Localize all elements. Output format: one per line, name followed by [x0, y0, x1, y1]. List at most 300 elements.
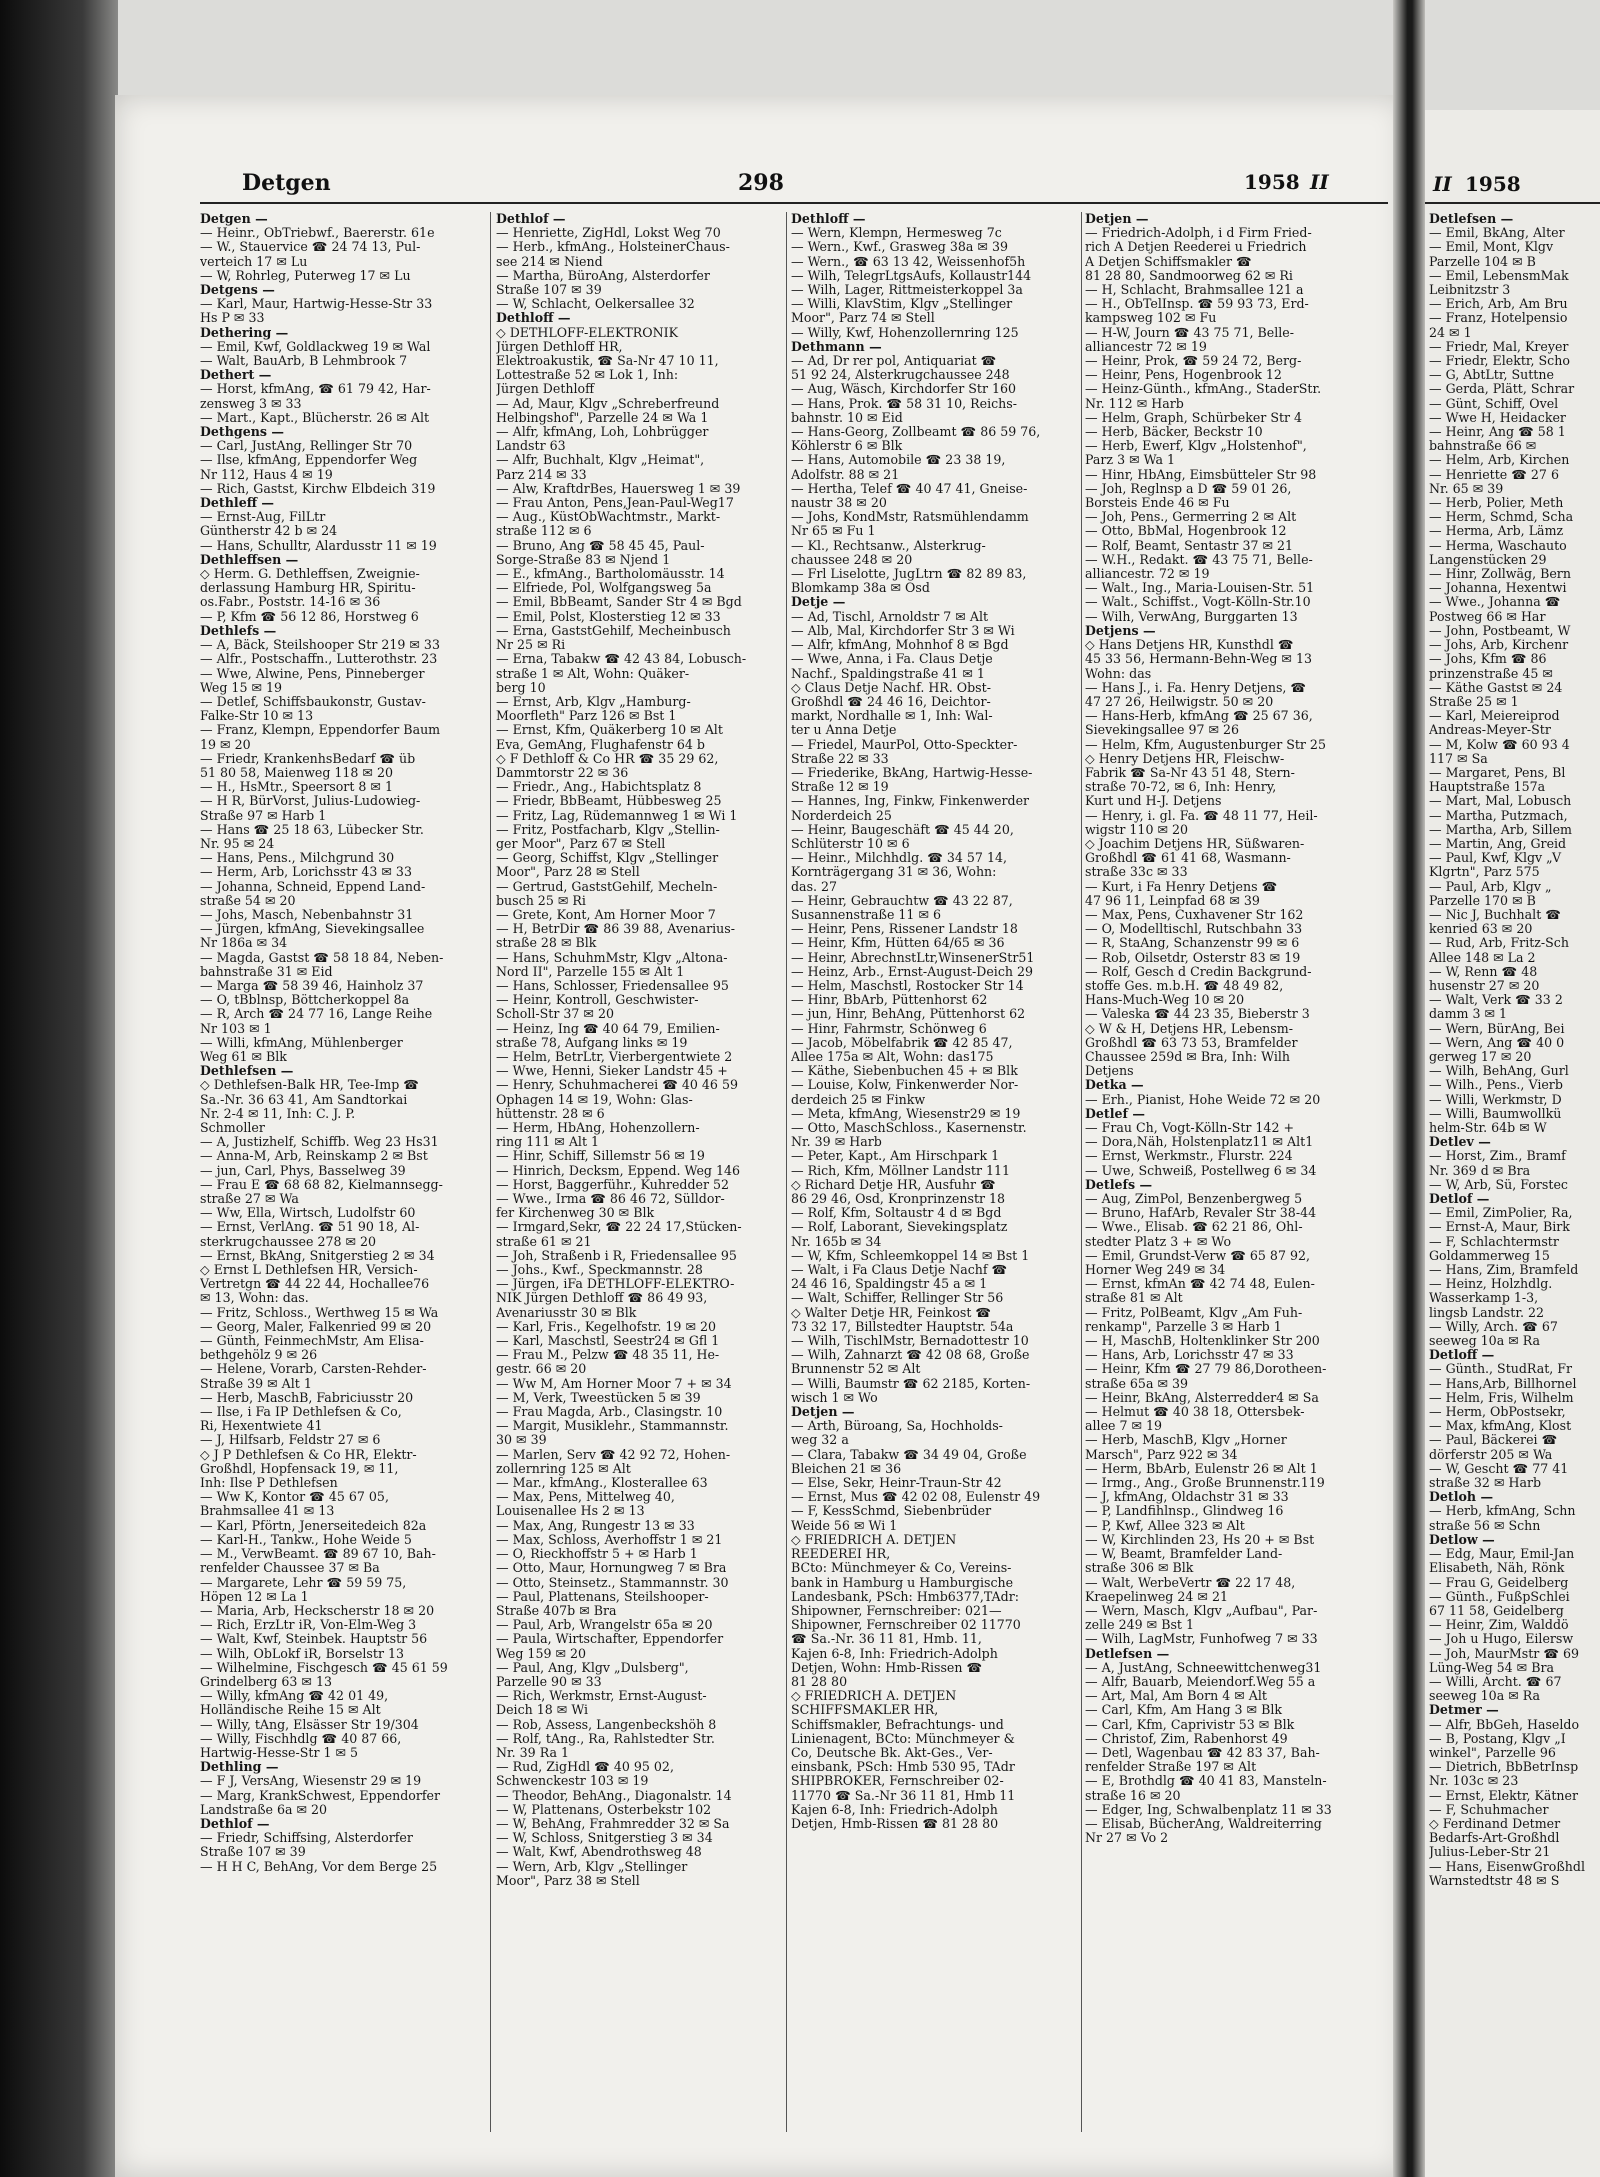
directory-entry: 47 27 26, Heilwigstr. 50 ✉ 20: [1085, 694, 1274, 709]
directory-entry: 81 28 80, Sandmoorweg 62 ✉ Ri: [1085, 268, 1293, 283]
directory-entry: — Max, Schloss, Averhoffstr 1 ✉ 21: [496, 1532, 723, 1547]
directory-entry: — M., VerwBeamt. ☎ 89 67 10, Bah-: [200, 1547, 436, 1562]
directory-entry: REEDEREI HR,: [791, 1547, 891, 1562]
directory-entry: ring 111 ✉ Alt 1: [496, 1135, 600, 1150]
directory-entry: — Detl, Wagenbau ☎ 42 83 37, Bah-: [1085, 1745, 1320, 1760]
directory-entry: — Walt, Verk ☎ 33 2: [1429, 993, 1563, 1008]
directory-entry: BCto: Münchmeyer & Co, Vereins-: [791, 1561, 1012, 1576]
surname-heading: Detjens —: [1085, 623, 1156, 638]
directory-entry: — J, kfmAng, Oldachstr 31 ✉ 33: [1085, 1490, 1289, 1505]
directory-entry: Nr 112, Haus 4 ✉ 19: [200, 467, 333, 482]
directory-entry: — H, Schlacht, Brahmsallee 121 a: [1085, 283, 1304, 298]
directory-entry: Weg 61 ✉ Blk: [200, 1049, 287, 1064]
directory-entry: — Otto, Maur, Hornungweg 7 ✉ Bra: [496, 1561, 727, 1576]
directory-entry: — Ad, Dr rer pol, Antiquariat ☎: [791, 354, 997, 369]
directory-entry: Wohn: das: [1085, 666, 1152, 681]
directory-entry: Nr 65 ✉ Fu 1: [791, 524, 876, 539]
directory-entry: Großhdl ☎ 24 46 16, Deichtor-: [791, 694, 991, 709]
directory-entry: — Alfr, kfmAng, Mohnhof 8 ✉ Bgd: [791, 638, 1009, 653]
directory-entry: — Gertrud, GaststGehilf, Mecheln-: [496, 879, 718, 894]
directory-entry: — Anna-M, Arb, Reinskamp 2 ✉ Bst: [200, 1149, 428, 1164]
directory-entry: — F J, VersAng, Wiesenstr 29 ✉ 19: [200, 1774, 422, 1789]
directory-entry: — Detlef, Schiffsbaukonstr, Gustav-: [200, 694, 426, 709]
directory-entry: — Alb, Mal, Kirchdorfer Str 3 ✉ Wi: [791, 623, 1015, 638]
directory-entry: ◇ Richard Detje HR, Ausfuhr ☎: [791, 1177, 996, 1192]
directory-entry: Hs P ✉ 33: [200, 311, 265, 326]
directory-entry: — Wilh, LagMstr, Funhofweg 7 ✉ 33: [1085, 1632, 1318, 1647]
directory-entry: — Uwe, Schweiß, Postellweg 6 ✉ 34: [1085, 1163, 1317, 1178]
directory-entry: Landesbank, PSch: Hmb6377,TAdr:: [791, 1589, 1019, 1604]
directory-entry: — Friedr, KrankenhsBedarf ☎ üb: [200, 751, 416, 766]
directory-entry: — Martha, BüroAng, Alsterdorfer: [496, 268, 710, 283]
directory-entry: — Heinr, Prok, ☎ 59 24 72, Berg-: [1085, 354, 1302, 369]
directory-entry: — Louise, Kolw, Finkenwerder Nor-: [791, 1078, 1019, 1093]
directory-entry: — Heinr, Ang ☎ 58 1: [1429, 425, 1566, 440]
surname-heading: Dethleffsen —: [200, 552, 299, 567]
directory-entry: — Erna, Tabakw ☎ 42 43 84, Lobusch-: [496, 652, 747, 667]
directory-entry: — Willi, kfmAng, Mühlenberger: [200, 1035, 403, 1050]
directory-entry: einsbank, PSch: Hmb 530 95, TAdr: [791, 1760, 1015, 1775]
directory-entry: derlassung Hamburg HR, Spiritu-: [200, 581, 416, 596]
directory-entry: — Käthe Gastst ✉ 24: [1429, 680, 1563, 695]
directory-entry: renkamp", Parzelle 3 ✉ Harb 1: [1085, 1319, 1282, 1334]
directory-entry: — Ernst, Mus ☎ 42 02 08, Eulenstr 49: [791, 1490, 1041, 1505]
directory-entry: — Ernst, Arb, Klgv „Hamburg-: [496, 694, 691, 709]
directory-entry: Güntherstr 42 b ✉ 24: [200, 524, 338, 539]
directory-entry: — Peter, Kapt., Am Hirschpark 1: [791, 1149, 1000, 1164]
directory-entry: ◇ Hans Detjens HR, Kunsthdl ☎: [1085, 638, 1294, 653]
directory-entry: Detjen, Hmb-Rissen ☎ 81 28 80: [791, 1816, 999, 1831]
directory-entry: — Jacob, Möbelfabrik ☎ 42 85 47,: [791, 1035, 1013, 1050]
directory-entry: — Arth, Büroang, Sa, Hochholds-: [791, 1419, 1003, 1434]
directory-entry: — Walt, Kwf, Abendrothsweg 48: [496, 1845, 702, 1860]
directory-entry: — Heinr., Milchhdlg. ☎ 34 57 14,: [791, 851, 1007, 866]
directory-entry: 81 28 80: [791, 1674, 848, 1689]
directory-entry: — Joh, MaurMstr ☎ 69: [1429, 1646, 1580, 1661]
directory-entry: — Margaret, Pens, Bl: [1429, 765, 1566, 780]
directory-entry: — Wwe., Johanna ☎: [1429, 595, 1561, 610]
directory-entry: — Valeska ☎ 44 23 35, Bieberstr 3: [1085, 1007, 1310, 1022]
directory-entry: husenstr 27 ✉ 20: [1429, 978, 1540, 993]
directory-entry: — Helene, Vorarb, Carsten-Rehder-: [200, 1362, 427, 1377]
directory-entry: — Rich, Gastst, Kirchw Elbdeich 319: [200, 481, 436, 496]
surname-heading: Dethlof —: [496, 212, 566, 226]
directory-entry: — Margarete, Lehr ☎ 59 59 75,: [200, 1575, 407, 1590]
directory-entry: — R, Arch ☎ 24 77 16, Lange Reihe: [200, 1007, 433, 1022]
directory-entry: ter u Anna Detje: [791, 723, 897, 738]
directory-entry: — Karl, Pförtn, Jenerseitedeich 82a: [200, 1518, 427, 1533]
directory-entry: zelle 249 ✉ Bst 1: [1085, 1618, 1194, 1633]
directory-entry: renfelder Straße 197 ✉ Alt: [1085, 1760, 1257, 1775]
directory-entry: berg 10: [496, 680, 546, 695]
directory-entry: — Hans, Zim, Bramfeld: [1429, 1263, 1579, 1278]
directory-entry: — Rolf, tAng., Ra, Rahlstedter Str.: [496, 1731, 715, 1746]
directory-entry: — Helm, BetrLtr, Vierbergentwiete 2: [496, 1049, 733, 1064]
directory-entry: — Erich, Arb, Am Bru: [1429, 297, 1568, 312]
surname-heading: Detmer —: [1429, 1703, 1499, 1718]
directory-entry: — Frl Liselotte, JugLtrn ☎ 82 89 83,: [791, 567, 1027, 582]
directory-entry: busch 25 ✉ Ri: [496, 893, 586, 908]
directory-entry: Bleichen 21 ✉ 36: [791, 1461, 902, 1476]
surname-heading: Dethlof —: [200, 1816, 270, 1831]
directory-entry: — Meta, kfmAng, Wiesenstr29 ✉ 19: [791, 1106, 1021, 1121]
surname-heading: Dethert —: [200, 368, 272, 383]
directory-entry: — Max, Ang, Rungestr 13 ✉ 33: [496, 1518, 695, 1533]
directory-entry: — Helmut ☎ 40 38 18, Ottersbek-: [1085, 1405, 1305, 1420]
directory-entry: — Rolf, Laborant, Sievekingsplatz: [791, 1220, 1008, 1235]
directory-entry: Weg 15 ✉ 19: [200, 680, 283, 695]
directory-entry: ◇ FRIEDRICH A. DETJEN: [791, 1689, 957, 1704]
directory-entry: — Friedr, BbBeamt, Hübbesweg 25: [496, 794, 722, 809]
directory-entry: — Rich, ErzLtr iR, Von-Elm-Weg 3: [200, 1618, 417, 1633]
directory-entry: Straße 22 ✉ 33: [791, 751, 889, 766]
directory-entry: — Joh u Hugo, Eilersw: [1429, 1632, 1574, 1647]
directory-entry: SHIPBROKER, Fernschreiber 02-: [791, 1774, 1004, 1789]
directory-entry: straße 16 ✉ 20: [1085, 1788, 1181, 1803]
directory-entry: Klgrtn", Parz 575: [1429, 865, 1540, 880]
running-head-name: Detgen: [242, 170, 331, 196]
directory-entry: chaussee 248 ✉ 20: [791, 552, 913, 567]
directory-entry: straße 27 ✉ Wa: [200, 1192, 299, 1207]
directory-entry: Nr. 95 ✉ 24: [200, 836, 275, 851]
directory-entry: — jun, Carl, Phys, Basselweg 39: [200, 1163, 406, 1178]
directory-entry: Dammtorstr 22 ✉ 36: [496, 765, 629, 780]
directory-entry: — Wern, Klempn, Hermesweg 7c: [791, 226, 1002, 241]
directory-entry: — Herm, ObPostsekr,: [1429, 1405, 1566, 1420]
directory-entry: — John, Postbeamt, W: [1429, 623, 1571, 638]
directory-entry: — Gerda, Plätt, Schrar: [1429, 382, 1575, 397]
directory-entry: ◇ FRIEDRICH A. DETJEN: [791, 1532, 957, 1547]
directory-entry: markt, Nordhalle ✉ 1, Inh: Wal-: [791, 709, 993, 724]
directory-entry: — Heinr, BkAng, Alsterredder4 ✉ Sa: [1085, 1390, 1319, 1405]
directory-entry: Weg 159 ✉ 20: [496, 1646, 587, 1661]
directory-entry: — Karl-H., Tankw., Hohe Weide 5: [200, 1532, 412, 1547]
directory-entry: — Wwe, Henni, Sieker Landstr 45 +: [496, 1064, 728, 1079]
directory-entry: — Hans, EisenwGroßhdl: [1429, 1859, 1585, 1874]
directory-entry: — Friedr., Ang., Habichtsplatz 8: [496, 780, 702, 795]
surname-heading: Dethling —: [200, 1760, 279, 1775]
directory-entry: ◇ Joachim Detjens HR, Süßwaren-: [1085, 836, 1305, 851]
directory-entry: — Bruno, Ang ☎ 58 45 45, Paul-: [496, 538, 705, 553]
directory-entry: — Irmg., Ang., Große Brunnenstr.119: [1085, 1476, 1325, 1491]
directory-entry: Brunnenstr 52 ✉ Alt: [791, 1362, 921, 1377]
directory-entry: — Alw, KraftdrBes, Hauersweg 1 ✉ 39: [496, 481, 741, 496]
directory-entry: — Friedel, MaurPol, Otto-Speckter-: [791, 737, 1018, 752]
directory-entry: — Hans, Pens., Milchgrund 30: [200, 851, 395, 866]
directory-entry: 67 11 58, Geidelberg: [1429, 1603, 1564, 1618]
directory-entry: see 214 ✉ Niend: [496, 254, 603, 269]
directory-entry: allee 7 ✉ 19: [1085, 1419, 1163, 1434]
directory-entry: — Carl, Kfm, Caprivistr 53 ✉ Blk: [1085, 1717, 1295, 1732]
directory-entry: Weide 56 ✉ Wi 1: [791, 1518, 898, 1533]
directory-entry: rich A Detjen Reederei u Friedrich: [1085, 240, 1307, 255]
next-page-column: [1429, 212, 1599, 2112]
directory-entry: 30 ✉ 39: [496, 1433, 547, 1448]
directory-entry: — Johs, KondMstr, Ratsmühlendamm: [791, 510, 1029, 525]
directory-entry: Schwenckestr 103 ✉ 19: [496, 1774, 649, 1789]
directory-entry: — Helm, Graph, Schürbeker Str 4: [1085, 410, 1303, 425]
directory-entry: verteich 17 ✉ Lu: [200, 254, 308, 269]
directory-entry: bank in Hamburg u Hamburgische: [791, 1575, 1014, 1590]
column-divider: [490, 212, 491, 2132]
directory-entry: Langenstücken 29: [1429, 552, 1547, 567]
directory-entry: — W.H., Redakt. ☎ 43 75 71, Belle-: [1085, 552, 1313, 567]
directory-entry: — A, Justizhelf, Schiffb. Weg 23 Hs31: [200, 1135, 439, 1150]
directory-entry: — Fritz, PolBeamt, Klgv „Am Fuh-: [1085, 1305, 1303, 1320]
directory-entry: — Rob, Assess, Langenbeckshöh 8: [496, 1717, 717, 1732]
directory-entry: — Martha, Putzmach,: [1429, 808, 1568, 823]
directory-entry: — Elisab, BücherAng, Waldreiterring: [1085, 1816, 1322, 1831]
directory-entry: — Heinr, Kfm ☎ 27 79 86,Dorotheen-: [1085, 1362, 1327, 1377]
directory-entry: Straße 12 ✉ 19: [791, 780, 889, 795]
directory-entry: — Walt., Ing., Maria-Louisen-Str. 51: [1085, 581, 1315, 596]
directory-entry: — R, StaAng, Schanzenstr 99 ✉ 6: [1085, 936, 1300, 951]
directory-entry: — Wilh, TelegrLtgsAufs, Kollaustr144: [791, 268, 1032, 283]
directory-entry: — Willy, tAng, Elsässer Str 19/304: [200, 1717, 419, 1732]
directory-entry: — Ernst, BkAng, Snitgerstieg 2 ✉ 34: [200, 1248, 435, 1263]
directory-entry: — B, Postang, Klgv „I: [1429, 1731, 1566, 1746]
directory-entry: — Hans, Schlosser, Friedensallee 95: [496, 978, 729, 993]
directory-entry: — Friedr, Mal, Kreyer: [1429, 339, 1569, 354]
directory-entry: Köhlerstr 6 ✉ Blk: [791, 439, 903, 454]
directory-entry: straße 70-72, ✉ 6, Inh: Henry,: [1085, 780, 1277, 795]
directory-entry: Horner Weg 249 ✉ 34: [1085, 1263, 1226, 1278]
directory-entry: dörferstr 205 ✉ Wa: [1429, 1447, 1553, 1462]
directory-entry: — Hans ☎ 25 18 63, Lübecker Str.: [200, 822, 424, 837]
directory-entry: — Joh, Pens., Germerring 2 ✉ Alt: [1085, 510, 1297, 525]
directory-entry: — Ww, Ella, Wirtsch, Ludolfstr 60: [200, 1206, 416, 1221]
directory-entry: das. 27: [791, 879, 838, 894]
directory-entry: Blomkamp 38a ✉ Osd: [791, 581, 930, 596]
directory-entry: kampsweg 102 ✉ Fu: [1085, 311, 1217, 326]
directory-entry: — Alfr, kfmAng, Loh, Lohbrügger: [496, 425, 709, 440]
directory-entry: — Edg, Maur, Emil-Jan: [1429, 1547, 1575, 1562]
directory-entry: — Franz, Klempn, Eppendorfer Baum: [200, 723, 441, 738]
directory-entry: — Hans, Prok. ☎ 58 31 10, Reichs-: [791, 396, 1018, 411]
directory-entry: — Jürgen, iFa DETHLOFF-ELEKTRO-: [496, 1277, 735, 1292]
directory-entry: Höpen 12 ✉ La 1: [200, 1589, 309, 1604]
directory-entry: — Martin, Ang, Greid: [1429, 836, 1567, 851]
directory-entry: — Otto, MaschSchloss., Kasernenstr.: [791, 1121, 1027, 1135]
directory-entry: — Christof, Zim, Rabenhorst 49: [1085, 1731, 1288, 1746]
directory-entry: Wasserkamp 1-3,: [1429, 1291, 1539, 1306]
directory-entry: — Alfr, Bauarb, Meiendorf.Weg 55 a: [1085, 1674, 1316, 1689]
directory-entry: Brahmsallee 41 ✉ 13: [200, 1504, 335, 1519]
directory-entry: Louisenallee Hs 2 ✉ 13: [496, 1504, 645, 1519]
directory-entry: — Heinz, Holzhdlg.: [1429, 1277, 1553, 1292]
directory-entry: Parzelle 90 ✉ 33: [496, 1674, 602, 1689]
binding-shadow: [0, 0, 118, 2177]
directory-entry: — Helm, Fris, Wilhelm: [1429, 1390, 1574, 1405]
directory-entry: Norderdeich 25: [791, 808, 892, 823]
directory-entry: Goldammerweg 15: [1429, 1248, 1550, 1263]
directory-entry: — Heinr, Kontroll, Geschwister-: [496, 993, 699, 1008]
directory-entry: — Wilh, ObLokf iR, Borselstr 13: [200, 1646, 405, 1661]
directory-entry: — Frau E ☎ 68 68 82, Kielmannsegg-: [200, 1177, 443, 1192]
directory-entry: — Walt, Schiffer, Rellinger Str 56: [791, 1291, 1004, 1306]
directory-entry: — Willi, Baumstr ☎ 62 2185, Korten-: [791, 1376, 1031, 1391]
book-gutter: [1393, 0, 1425, 2177]
directory-entry: — Herm, BbArb, Eulenstr 26 ✉ Alt 1: [1085, 1461, 1318, 1476]
directory-entry: — Wilh., Pens., Vierb: [1429, 1078, 1563, 1093]
directory-entry: gerweg 17 ✉ 20: [1429, 1049, 1532, 1064]
directory-entry: Nr. 165b ✉ 34: [791, 1234, 882, 1249]
directory-entry: Landstr 63: [496, 439, 566, 454]
directory-entry: bahnstraße 66 ✉: [1429, 439, 1537, 454]
directory-entry: — E, Brothdlg ☎ 40 41 83, Mansteln-: [1085, 1774, 1327, 1789]
directory-entry: Julius-Leber-Str 21: [1429, 1845, 1551, 1860]
directory-entry: — P, Kwf, Allee 323 ✉ Alt: [1085, 1518, 1245, 1533]
directory-entry: straße 1 ✉ Alt, Wohn: Quäker-: [496, 666, 690, 681]
directory-entry: — Heinz, Arb., Ernst-August-Deich 29: [791, 964, 1034, 979]
directory-entry: Straße 97 ✉ Harb 1: [200, 808, 327, 823]
directory-entry: Ri, Hexentwiete 41: [200, 1419, 323, 1434]
directory-entry: ◇ W & H, Detjens HR, Lebensm-: [1085, 1021, 1293, 1036]
directory-entry: Nr. 39 ✉ Harb: [791, 1135, 882, 1150]
surname-heading: Detgens —: [200, 283, 275, 298]
directory-entry: — M, Kolw ☎ 60 93 4: [1429, 737, 1570, 752]
directory-entry: — Clara, Tabakw ☎ 34 49 04, Große: [791, 1447, 1027, 1462]
next-page-roman: II: [1433, 172, 1452, 196]
directory-entry: — F, Schlachtermstr: [1429, 1234, 1559, 1249]
directory-entry: — Carl, JustAng, Rellinger Str 70: [200, 439, 413, 454]
directory-entry: weg 32 a: [791, 1433, 849, 1448]
directory-entry: ✉ 13, Wohn: das.: [200, 1291, 309, 1306]
directory-entry: — Herb., kfmAng., HolsteinerChaus-: [496, 240, 730, 255]
directory-entry: — Wern, Ang ☎ 40 0: [1429, 1035, 1565, 1050]
directory-entry: — Emil, Kwf, Goldlackweg 19 ✉ Wal: [200, 339, 431, 354]
directory-entry: ◇ Dethlefsen-Balk HR, Tee-Imp ☎: [200, 1078, 419, 1093]
directory-entry: Postweg 66 ✉ Har: [1429, 609, 1546, 624]
directory-entry: ◇ DETHLOFF-ELEKTRONIK: [496, 325, 678, 340]
directory-entry: — Ernst, Kfm, Quäkerberg 10 ✉ Alt: [496, 723, 723, 738]
directory-entry: — Emil, Grundst-Verw ☎ 65 87 92,: [1085, 1248, 1310, 1263]
directory-entry: — jun, Hinr, BehAng, Püttenhorst 62: [791, 1007, 1026, 1022]
directory-entry: straße 306 ✉ Blk: [1085, 1561, 1194, 1576]
directory-entry: Sa.-Nr. 36 63 41, Am Sandtorkai: [200, 1092, 408, 1107]
directory-entry: stoffe Ges. m.b.H. ☎ 48 49 82,: [1085, 978, 1284, 993]
directory-entry: — Otto, BbMal, Hogenbrook 12: [1085, 524, 1287, 539]
directory-entry: — Heinz-Günth., kfmAng., StaderStr.: [1085, 382, 1322, 397]
directory-entry: — H-W, Journ ☎ 43 75 71, Belle-: [1085, 325, 1295, 340]
directory-entry: Jürgen Dethloff HR,: [496, 339, 623, 354]
directory-entry: — Horst, Baggerführ., Kuhredder 52: [496, 1177, 730, 1192]
directory-entry: — H, MaschB, Holtenklinker Str 200: [1085, 1334, 1320, 1349]
directory-entry: — Wilh, Lager, Rittmeisterkoppel 3a: [791, 283, 1023, 298]
directory-entry: — W, Renn ☎ 48: [1429, 964, 1538, 979]
directory-entry: — Herb, Bäcker, Beckstr 10: [1085, 425, 1263, 440]
directory-entry: — Hans, SchuhmMstr, Klgv „Altona-: [496, 950, 728, 965]
directory-entry: — Hannes, Ing, Finkw, Finkenwerder: [791, 794, 1030, 809]
directory-entry: — Horst, Zim., Bramf: [1429, 1149, 1566, 1164]
directory-entry: Kornträgergang 31 ✉ 36, Wohn:: [791, 865, 997, 880]
directory-entry: kenried 63 ✉ 20: [1429, 922, 1533, 937]
surname-heading: Detlev —: [1429, 1135, 1491, 1150]
directory-entry: — Willi, Archt. ☎ 67: [1429, 1674, 1562, 1689]
directory-entry: — Rob, Oilsetdr, Osterstr 83 ✉ 19: [1085, 950, 1301, 965]
surname-heading: Detlef —: [1085, 1106, 1145, 1121]
column-divider: [1081, 212, 1082, 2132]
directory-entry: — Wilh, TischlMstr, Bernadottestr 10: [791, 1334, 1029, 1349]
directory-entry: straße 54 ✉ 20: [200, 893, 296, 908]
directory-entry: — Günt, Schiff, Ovel: [1429, 396, 1559, 411]
directory-entry: Adolfstr. 88 ✉ 21: [791, 467, 900, 482]
directory-entry: Straße 25 ✉ 1: [1429, 694, 1519, 709]
directory-entry: — Mart., Kapt., Blücherstr. 26 ✉ Alt: [200, 410, 430, 425]
surname-heading: Detloh —: [1429, 1490, 1494, 1505]
directory-entry: 47 96 11, Leinpfad 68 ✉ 39: [1085, 893, 1260, 908]
column-4: [1085, 212, 1388, 2132]
directory-entry: — Heinr, Baugeschäft ☎ 45 44 20,: [791, 822, 1014, 837]
directory-entry: — Rich, Werkmstr, Ernst-August-: [496, 1689, 707, 1704]
directory-entry: — Wern., Kwf., Grasweg 38a ✉ 39: [791, 240, 1008, 255]
directory-entry: — Herm, HbAng, Hohenzollern-: [496, 1121, 700, 1135]
directory-entry: — Walt., Schiffst., Vogt-Kölln-Str.10: [1085, 595, 1311, 610]
directory-entry: bethgehölz 9 ✉ 26: [200, 1348, 318, 1363]
directory-entry: prinzenstraße 45 ✉: [1429, 666, 1553, 681]
directory-entry: Moorfleth" Parz 126 ✉ Bst 1: [496, 709, 677, 724]
directory-entry: Großhdl ☎ 61 41 68, Wasmann-: [1085, 851, 1291, 866]
directory-entry: straße 78, Aufgang links ✉ 19: [496, 1035, 688, 1050]
directory-entry: — Günth., FußpSchlei: [1429, 1589, 1570, 1604]
directory-entry: — Ww K, Kontor ☎ 45 67 05,: [200, 1490, 389, 1505]
surname-heading: Detlefs —: [1085, 1177, 1153, 1192]
directory-entry: — Herm, Schmd, Scha: [1429, 510, 1574, 525]
directory-entry: — Wwe H, Heidacker: [1429, 410, 1566, 425]
directory-entry: Hauptstraße 157a: [1429, 780, 1546, 795]
directory-entry: — Karl, Fris., Kegelhofstr. 19 ✉ 20: [496, 1319, 717, 1334]
directory-entry: — Alfr, Buchhalt, Klgv „Heimat",: [496, 453, 705, 468]
directory-entry: — Herb, kfmAng, Schn: [1429, 1504, 1576, 1519]
directory-entry: Nr. 103c ✉ 23: [1429, 1774, 1519, 1789]
directory-entry: — Ernst, Elektr, Kätner: [1429, 1788, 1579, 1803]
directory-entry: Warnstedtstr 48 ✉ S: [1429, 1873, 1560, 1888]
directory-entry: — Frau Anton, Pens,Jean-Paul-Weg17: [496, 496, 734, 511]
directory-entry: — Henry, i. gl. Fa. ☎ 48 11 77, Heil-: [1085, 808, 1318, 823]
directory-entry: — Hinr, Fahrmstr, Schönweg 6: [791, 1021, 987, 1036]
surname-heading: Detjen —: [1085, 212, 1149, 226]
directory-entry: wigstr 110 ✉ 20: [1085, 822, 1189, 837]
directory-entry: Kajen 6-8, Inh: Friedrich-Adolph: [791, 1646, 998, 1661]
surname-heading: Detgen —: [200, 212, 268, 226]
directory-entry: — Hinr, HbAng, Eimsbütteler Str 98: [1085, 467, 1317, 482]
directory-entry: — Wern., ☎ 63 13 42, Weissenhof5h: [791, 254, 1026, 269]
directory-entry: Moor", Parz 74 ✉ Stell: [791, 311, 935, 326]
directory-entry: 45 33 56, Hermann-Behn-Weg ✉ 13: [1085, 652, 1312, 667]
surname-heading: Dethmann —: [791, 339, 882, 354]
column-1: [200, 212, 487, 2132]
directory-entry: — Günth, FeinmechMstr, Am Elisa-: [200, 1334, 424, 1349]
directory-entry: — A, JustAng, Schneewittchenweg31: [1085, 1660, 1322, 1675]
directory-entry: — Wern, BürAng, Bei: [1429, 1021, 1565, 1036]
directory-entry: — Jürgen, kfmAng, Sievekingsallee: [200, 922, 425, 937]
directory-entry: Nr 27 ✉ Vo 2: [1085, 1831, 1169, 1846]
directory-entry: — Bruno, HafArb, Revaler Str 38-44: [1085, 1206, 1317, 1221]
directory-entry: seeweg 10a ✉ Ra: [1429, 1689, 1541, 1704]
directory-entry: 24 ✉ 1: [1429, 325, 1472, 340]
directory-entry: — Herma, Arb, Lämz: [1429, 524, 1564, 539]
directory-entry: — Walt, Kwf, Steinbek. Hauptstr 56: [200, 1632, 428, 1647]
directory-entry: — Rud, ZigHdl ☎ 40 95 02,: [496, 1760, 674, 1775]
directory-entry: Straße 39 ✉ Alt 1: [200, 1376, 312, 1391]
directory-entry: alliancestr 72 ✉ 19: [1085, 339, 1207, 354]
directory-entry: SCHIFFSMAKLER HR,: [791, 1703, 939, 1718]
directory-entry: — Magda, Gastst ☎ 58 18 84, Neben-: [200, 950, 444, 965]
directory-entry: Linienagent, BCto: Münchmeyer &: [791, 1731, 1015, 1746]
directory-entry: — Aug, ZimPol, Benzenbergweg 5: [1085, 1192, 1303, 1207]
surname-heading: Detka —: [1085, 1078, 1144, 1093]
directory-entry: Scholl-Str 37 ✉ 20: [496, 1007, 615, 1022]
